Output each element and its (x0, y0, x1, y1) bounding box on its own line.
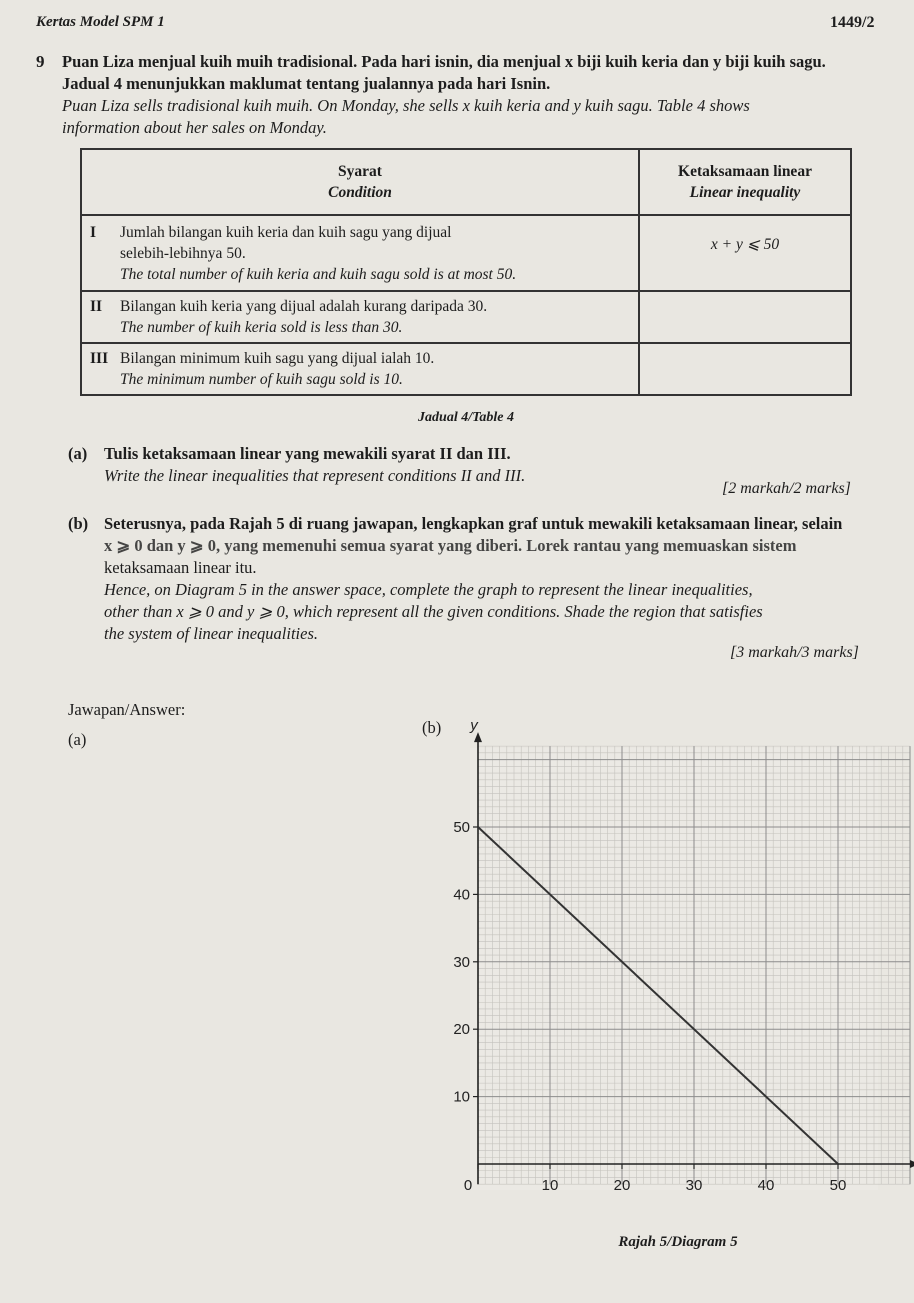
part-b-marks: [3 markah/3 marks] (730, 644, 859, 661)
part-b-en-2: other than x ⩾ 0 and y ⩾ 0, which represent all the given conditions. Shade the region that satisfies (104, 602, 763, 621)
condition-en: The total number of kuih keria and kuih sagu sold is at most 50. (120, 265, 517, 283)
part-a-ms: Tulis ketaksamaan linear yang mewakili syarat II dan III. (104, 444, 511, 463)
part-b-en-3: the system of linear inequalities. (104, 624, 319, 643)
inequality-value: x + y ⩽ 50 (710, 236, 780, 253)
inequality-header-en: Linear inequality (689, 184, 801, 201)
part-a-marks: [2 markah/2 marks] (722, 480, 851, 497)
part-b-ms-1: Seterusnya, pada Rajah 5 di ruang jawapan, lengkapkan graf untuk mewakili ketaksamaan linear, selain (104, 514, 843, 533)
intro-en-line-1: Puan Liza sells tradisional kuih muih. On Monday, she sells x kuih keria and y kuih sagu. Table 4 shows (62, 96, 750, 115)
inequality-header-ms: Ketaksamaan linear (678, 163, 812, 180)
row-number: II (90, 298, 103, 315)
part-b-label: (b) (68, 514, 89, 533)
table-caption: Jadual 4/Table 4 (418, 410, 514, 425)
condition-ms: Bilangan minimum kuih sagu yang dijual ialah 10. (120, 350, 435, 367)
y-tick-label: 40 (453, 886, 470, 904)
part-a-label: (a) (68, 444, 88, 463)
x-axis-arrow (910, 1160, 914, 1168)
condition-ms: Jumlah bilangan kuih keria dan kuih sagu yang dijual (120, 223, 452, 241)
x-tick-label: 40 (757, 1177, 775, 1194)
y-tick-label: 30 (453, 953, 470, 971)
part-b-en-1: Hence, on Diagram 5 in the answer space, complete the graph to represent the linear inequalities, (104, 580, 753, 599)
row-number: III (90, 350, 109, 367)
answer-a-label: (a) (68, 730, 87, 749)
answer-heading: Jawapan/Answer: (68, 700, 186, 719)
condition-header-ms: Syarat (338, 163, 382, 180)
diagram-caption: Rajah 5/Diagram 5 (618, 1234, 738, 1250)
paper-title: Kertas Model SPM 1 (36, 14, 165, 30)
part-a-en: Write the linear inequalities that represent conditions II and III. (104, 466, 526, 485)
y-axis-label: y (470, 717, 478, 735)
x-tick-label: 50 (829, 1177, 847, 1194)
y-tick-label: 10 (453, 1088, 470, 1106)
question-number: 9 (36, 52, 45, 71)
part-b-ms-2: x ⩾ 0 dan y ⩾ 0, yang memenuhi semua syarat yang diberi. Lorek rantau yang memuaskan sistem (104, 536, 797, 555)
intro-ms-line-2: Jadual 4 menunjukkan maklumat tentang jualannya pada hari Isnin. (62, 74, 551, 93)
answer-b-label: (b) (422, 718, 442, 737)
y-tick-label: 50 (453, 819, 470, 836)
condition-ms-cont: selebih-lebihnya 50. (120, 244, 246, 262)
row-number: I (90, 223, 97, 241)
x-tick-label: 0 (463, 1177, 473, 1194)
x-tick-label: 20 (613, 1177, 631, 1194)
intro-en-line-2: information about her sales on Monday. (62, 118, 327, 137)
part-b-ms-3: ketaksamaan linear itu. (104, 558, 257, 577)
intro-ms-line-1: Puan Liza menjual kuih muih tradisional. Pada hari isnin, dia menjual x biji kuih keria dan y biji kuih sagu. (62, 52, 826, 71)
condition-header-en: Condition (328, 184, 392, 201)
x-tick-label: 30 (685, 1177, 703, 1194)
paper-code: 1449/2 (830, 14, 875, 31)
y-tick-label: 20 (453, 1021, 470, 1039)
condition-en: The number of kuih keria sold is less than 30. (120, 319, 403, 336)
condition-ms: Bilangan kuih keria yang dijual adalah kurang daripada 30. (120, 298, 488, 315)
condition-en: The minimum number of kuih sagu sold is 10. (120, 371, 403, 388)
x-tick-label: 10 (541, 1177, 559, 1194)
